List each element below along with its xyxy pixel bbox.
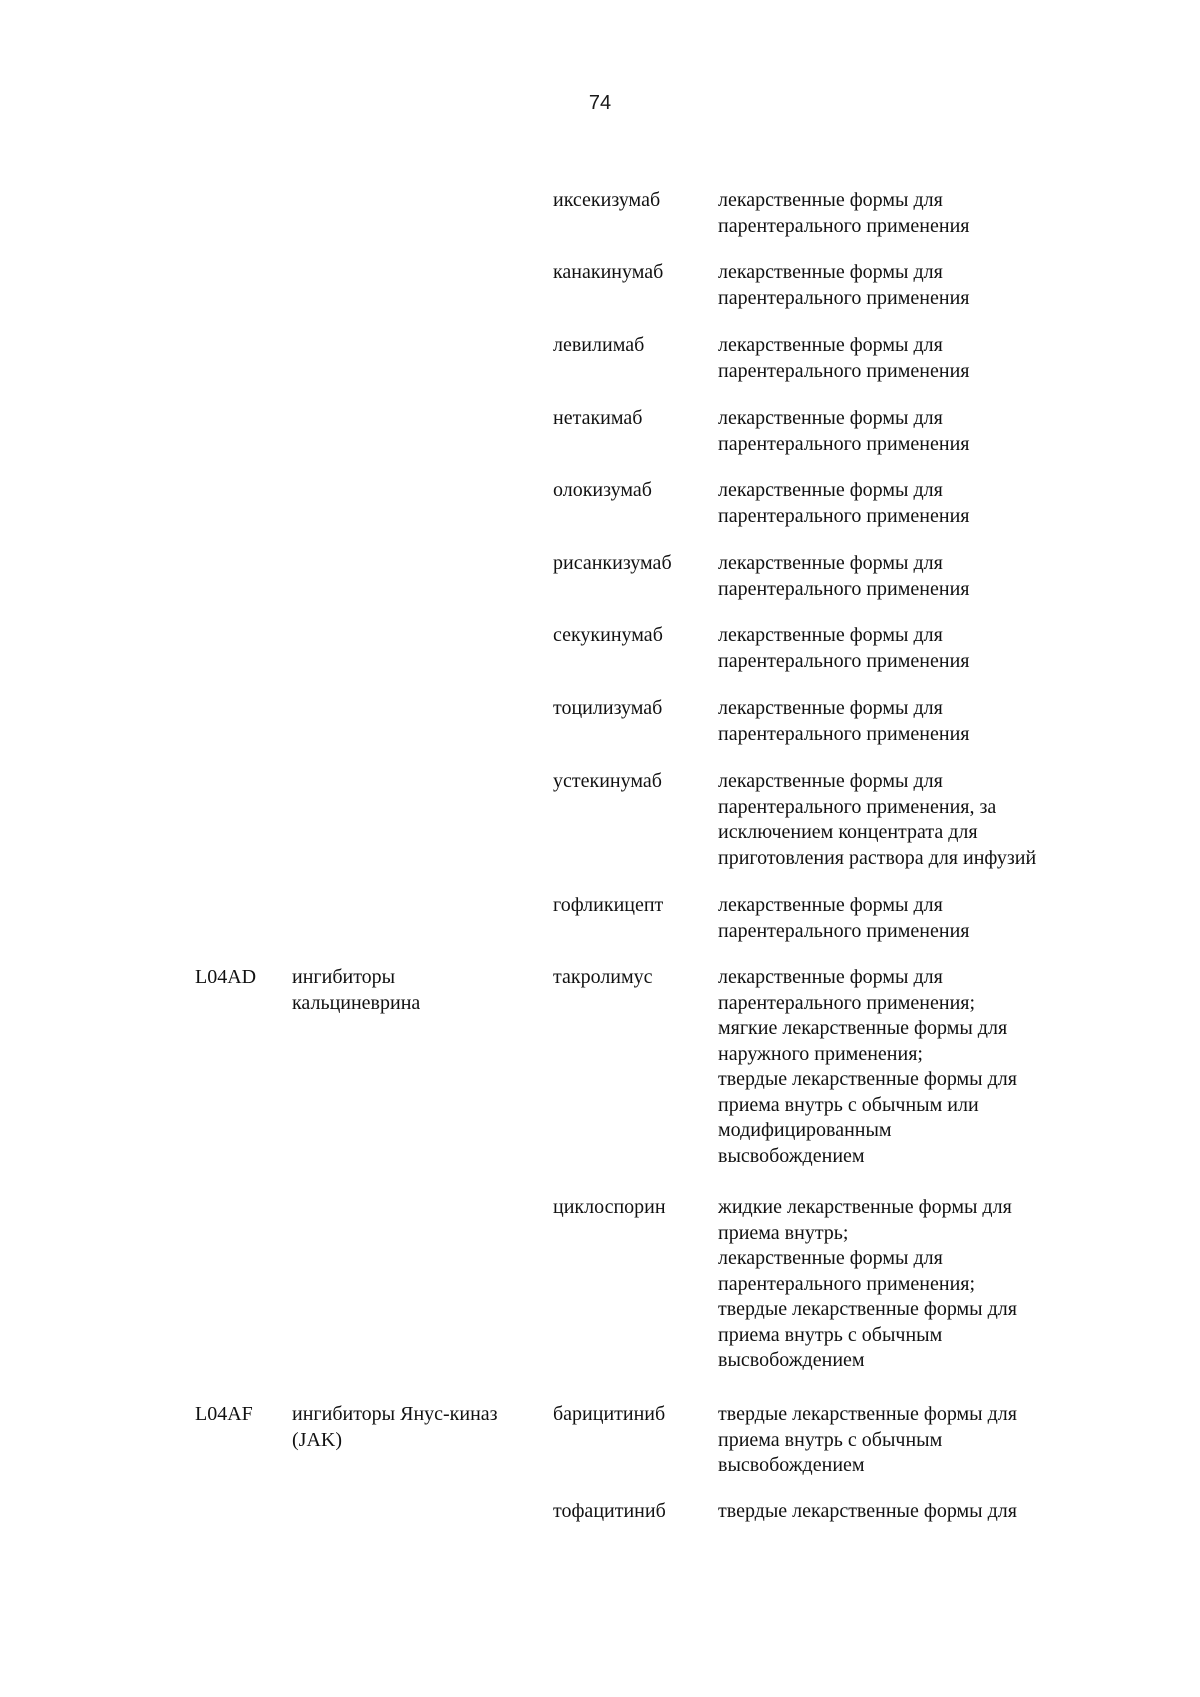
pharmacological-group <box>292 965 542 1016</box>
pharmacological-group-line: ингибиторы <box>292 966 396 988</box>
dosage-form-line: парентерального применения <box>718 214 970 237</box>
dosage-form <box>718 478 1188 529</box>
dosage-form-line: приготовления раствора для инфузий <box>718 846 1037 869</box>
drug-name-line: устекинумаб <box>553 770 662 792</box>
pharmacological-group <box>292 1402 542 1453</box>
dosage-form <box>718 696 1188 747</box>
dosage-form-line: парентерального применения <box>718 432 970 455</box>
dosage-form-line: приема внутрь; <box>718 1221 849 1244</box>
drug-name-line: левилимаб <box>553 334 645 356</box>
drug-name-line: канакинумаб <box>553 261 664 283</box>
dosage-form-line: лекарственные формы для <box>718 1247 943 1269</box>
dosage-form-line: парентерального применения <box>718 577 970 600</box>
drug-name <box>553 769 713 795</box>
dosage-form-line: лекарственные формы для <box>718 334 943 356</box>
dosage-form <box>718 1499 1188 1525</box>
drug-name-line: рисанкизумаб <box>553 552 672 574</box>
dosage-form-line: высвобождением <box>718 1144 865 1167</box>
drug-name <box>553 188 713 214</box>
drug-name <box>553 623 713 649</box>
drug-name <box>553 1195 713 1221</box>
dosage-form-line: лекарственные формы для <box>718 770 943 792</box>
dosage-form-line: твердые лекарственные формы для <box>718 1298 1017 1320</box>
dosage-form <box>718 406 1188 457</box>
dosage-form <box>718 769 1188 871</box>
dosage-form-line: лекарственные формы для <box>718 261 943 283</box>
dosage-form <box>718 188 1188 239</box>
atc-code <box>195 1402 275 1428</box>
dosage-form-line: высвобождением <box>718 1349 865 1371</box>
dosage-form-line: парентерального применения, за <box>718 795 997 818</box>
drug-name-line: гофликицепт <box>553 894 664 916</box>
drug-name-line: секукинумаб <box>553 624 663 646</box>
drug-name <box>553 965 713 991</box>
pharmacological-group-line: кальциневрина <box>292 991 421 1014</box>
dosage-form <box>718 260 1188 311</box>
dosage-form-line: парентерального применения; <box>718 1272 976 1295</box>
drug-name <box>553 1499 713 1525</box>
dosage-form <box>718 1402 1188 1479</box>
drug-name <box>553 478 713 504</box>
drug-name-line: циклоспорин <box>553 1196 666 1218</box>
dosage-form-line: лекарственные формы для <box>718 966 943 988</box>
atc-code <box>195 965 275 991</box>
dosage-form-line: лекарственные формы для <box>718 479 943 501</box>
dosage-form <box>718 551 1188 602</box>
dosage-form-line: приема внутрь с обычным или <box>718 1093 979 1116</box>
drug-name <box>553 333 713 359</box>
dosage-form-line: жидкие лекарственные формы для <box>718 1196 1012 1218</box>
dosage-form-line: парентерального применения <box>718 286 970 309</box>
dosage-form-line: лекарственные формы для <box>718 407 943 429</box>
dosage-form-line: твердые лекарственные формы для <box>718 1068 1017 1090</box>
drug-name-line: барицитиниб <box>553 1403 666 1425</box>
dosage-form-line: лекарственные формы для <box>718 697 943 719</box>
dosage-form-line: парентерального применения; <box>718 991 976 1014</box>
dosage-form-line: твердые лекарственные формы для <box>718 1500 1017 1522</box>
dosage-form-line: приема внутрь с обычным <box>718 1323 943 1346</box>
drug-name-line: тофацитиниб <box>553 1500 666 1522</box>
dosage-form-line: парентерального применения <box>718 919 970 942</box>
drug-name-line: нетакимаб <box>553 407 643 429</box>
dosage-form-line: наружного применения; <box>718 1042 923 1065</box>
drug-name <box>553 893 713 919</box>
dosage-form-line: исключением концентрата для <box>718 821 978 843</box>
dosage-form-line: парентерального применения <box>718 504 970 527</box>
dosage-form <box>718 1195 1188 1374</box>
dosage-form <box>718 893 1188 944</box>
pharmacological-group-line: (JAK) <box>292 1428 342 1451</box>
dosage-form-line: лекарственные формы для <box>718 552 943 574</box>
dosage-form-line: лекарственные формы для <box>718 894 943 916</box>
atc-code-line: L04AF <box>195 1403 253 1425</box>
pharmacological-group-line: ингибиторы Янус-киназ <box>292 1403 498 1425</box>
dosage-form-line: модифицированным <box>718 1119 892 1141</box>
drug-name <box>553 260 713 286</box>
dosage-form <box>718 333 1188 384</box>
drug-name-line: иксекизумаб <box>553 189 661 211</box>
drug-name <box>553 551 713 577</box>
dosage-form-line: парентерального применения <box>718 649 970 672</box>
dosage-form-line: твердые лекарственные формы для <box>718 1403 1017 1425</box>
drug-name-line: олокизумаб <box>553 479 652 501</box>
dosage-form-line: лекарственные формы для <box>718 189 943 211</box>
dosage-form <box>718 965 1188 1169</box>
dosage-form-line: лекарственные формы для <box>718 624 943 646</box>
dosage-form-line: приема внутрь с обычным <box>718 1428 943 1451</box>
drug-name-line: такролимус <box>553 966 653 988</box>
dosage-form <box>718 623 1188 674</box>
atc-code-line: L04AD <box>195 966 257 988</box>
drug-name <box>553 406 713 432</box>
dosage-form-line: парентерального применения <box>718 359 970 382</box>
drug-name <box>553 1402 713 1428</box>
drug-name-line: тоцилизумаб <box>553 697 663 719</box>
dosage-form-line: высвобождением <box>718 1454 865 1476</box>
page-number: 74 <box>588 92 612 114</box>
dosage-form-line: парентерального применения <box>718 722 970 745</box>
drug-name <box>553 696 713 722</box>
dosage-form-line: мягкие лекарственные формы для <box>718 1017 1008 1039</box>
